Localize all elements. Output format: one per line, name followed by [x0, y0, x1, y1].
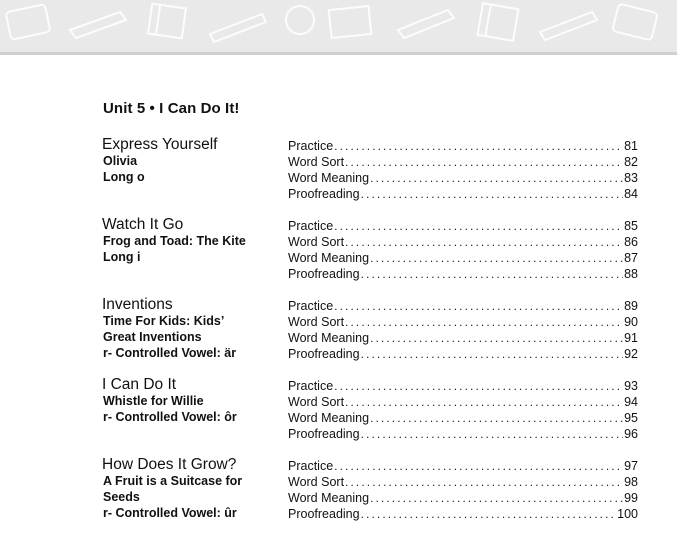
- toc-entry: [288, 410, 638, 426]
- dot-leader: [361, 506, 617, 522]
- entry-list: [288, 138, 638, 202]
- toc-entry: [288, 458, 638, 474]
- entry-page-number: 86: [624, 235, 638, 249]
- entry-label: Proofreading: [288, 507, 360, 521]
- toc-section: [0, 456, 677, 531]
- dot-leader: [361, 346, 624, 362]
- entry-label: Practice: [288, 299, 334, 313]
- entry-list: [288, 298, 638, 362]
- entry-page-number: 98: [624, 475, 638, 489]
- entry-list: [288, 218, 638, 282]
- toc-entry: [288, 426, 638, 442]
- dot-leader: [345, 154, 623, 170]
- dot-leader: [345, 234, 623, 250]
- toc-entry: [288, 314, 638, 330]
- section-subtitles: [103, 393, 283, 425]
- section-heading: Express Yourself: [102, 136, 218, 153]
- entry-label: Proofreading: [288, 347, 360, 361]
- toc-section: [0, 296, 677, 371]
- entry-label: Word Sort: [288, 155, 345, 169]
- toc-section: [0, 216, 677, 291]
- section-subtitles: [103, 153, 283, 185]
- entry-page-number: 89: [624, 299, 638, 313]
- dot-leader: [361, 426, 624, 442]
- unit-title: Unit 5 • I Can Do It!: [103, 100, 240, 117]
- entry-label: Practice: [288, 379, 334, 393]
- entry-label: Word Meaning: [288, 331, 370, 345]
- dot-leader: [334, 298, 623, 314]
- entry-page-number: 83: [624, 171, 638, 185]
- entry-page-number: 91: [624, 331, 638, 345]
- entry-label: Word Meaning: [288, 491, 370, 505]
- entry-page-number: 94: [624, 395, 638, 409]
- toc-entry: [288, 346, 638, 362]
- entry-list: [288, 458, 638, 522]
- dot-leader: [370, 170, 623, 186]
- dot-leader: [334, 138, 623, 154]
- dot-leader: [345, 474, 623, 490]
- toc-entry: [288, 266, 638, 282]
- decorative-header-banner: [0, 0, 677, 55]
- toc-entry: [288, 394, 638, 410]
- dot-leader: [370, 410, 623, 426]
- dot-leader: [345, 314, 623, 330]
- entry-page-number: 87: [624, 251, 638, 265]
- entry-label: Word Sort: [288, 315, 345, 329]
- toc-entry: [288, 378, 638, 394]
- section-subtitles: [103, 233, 283, 265]
- section-subtitle: Long o: [103, 170, 145, 184]
- dot-leader: [361, 266, 624, 282]
- entry-page-number: 93: [624, 379, 638, 393]
- entry-page-number: 92: [624, 347, 638, 361]
- dot-leader: [334, 378, 623, 394]
- entry-page-number: 100: [617, 507, 638, 521]
- toc-entry: [288, 330, 638, 346]
- toc-entry: [288, 218, 638, 234]
- section-subtitle: Frog and Toad: The Kite: [103, 234, 246, 248]
- dot-leader: [361, 186, 624, 202]
- dot-leader: [334, 218, 623, 234]
- entry-label: Word Meaning: [288, 171, 370, 185]
- section-subtitle: Olivia: [103, 154, 138, 168]
- entry-page-number: 85: [624, 219, 638, 233]
- entry-label: Word Sort: [288, 395, 345, 409]
- toc-section: [0, 136, 677, 211]
- section-subtitle: A Fruit is a Suitcase for: [103, 474, 243, 488]
- entry-label: Proofreading: [288, 267, 360, 281]
- entry-label: Word Sort: [288, 475, 345, 489]
- entry-label: Word Sort: [288, 235, 345, 249]
- entry-label: Practice: [288, 459, 334, 473]
- entry-page-number: 90: [624, 315, 638, 329]
- entry-label: Proofreading: [288, 427, 360, 441]
- entry-page-number: 81: [624, 139, 638, 153]
- section-heading: Inventions: [102, 296, 173, 313]
- dot-leader: [370, 250, 623, 266]
- section-heading: Watch It Go: [102, 216, 184, 233]
- toc-entry: [288, 138, 638, 154]
- dot-leader: [345, 394, 623, 410]
- toc-entry: [288, 186, 638, 202]
- school-doodles-icon: [0, 0, 677, 52]
- entry-page-number: 99: [624, 491, 638, 505]
- toc-entry: [288, 298, 638, 314]
- section-subtitle: r- Controlled Vowel: ûr: [103, 506, 237, 520]
- entry-label: Practice: [288, 219, 334, 233]
- entry-page-number: 95: [624, 411, 638, 425]
- entry-page-number: 97: [624, 459, 638, 473]
- dot-leader: [334, 458, 623, 474]
- section-subtitle: Whistle for Willie: [103, 394, 204, 408]
- section-subtitle: Long i: [103, 250, 141, 264]
- entry-page-number: 88: [624, 267, 638, 281]
- section-subtitles: [103, 313, 283, 361]
- section-heading: How Does It Grow?: [102, 456, 237, 473]
- toc-entry: [288, 490, 638, 506]
- entry-label: Word Meaning: [288, 251, 370, 265]
- entry-page-number: 96: [624, 427, 638, 441]
- section-subtitle: Time For Kids: Kids’: [103, 314, 225, 328]
- entry-label: Word Meaning: [288, 411, 370, 425]
- section-subtitles: [103, 473, 283, 521]
- section-subtitle: Seeds: [103, 490, 140, 504]
- toc-entry: [288, 170, 638, 186]
- section-subtitle: r- Controlled Vowel: är: [103, 346, 237, 360]
- section-heading: I Can Do It: [102, 376, 177, 393]
- section-subtitle: Great Inventions: [103, 330, 202, 344]
- toc-section: [0, 376, 677, 451]
- entry-page-number: 82: [624, 155, 638, 169]
- toc-entry: [288, 250, 638, 266]
- entry-list: [288, 378, 638, 442]
- entry-label: Practice: [288, 139, 334, 153]
- toc-entry: [288, 234, 638, 250]
- section-subtitle: r- Controlled Vowel: ôr: [103, 410, 237, 424]
- toc-entry: [288, 154, 638, 170]
- dot-leader: [370, 330, 623, 346]
- entry-page-number: 84: [624, 187, 638, 201]
- entry-label: Proofreading: [288, 187, 360, 201]
- toc-entry: [288, 506, 638, 522]
- toc-entry: [288, 474, 638, 490]
- dot-leader: [370, 490, 623, 506]
